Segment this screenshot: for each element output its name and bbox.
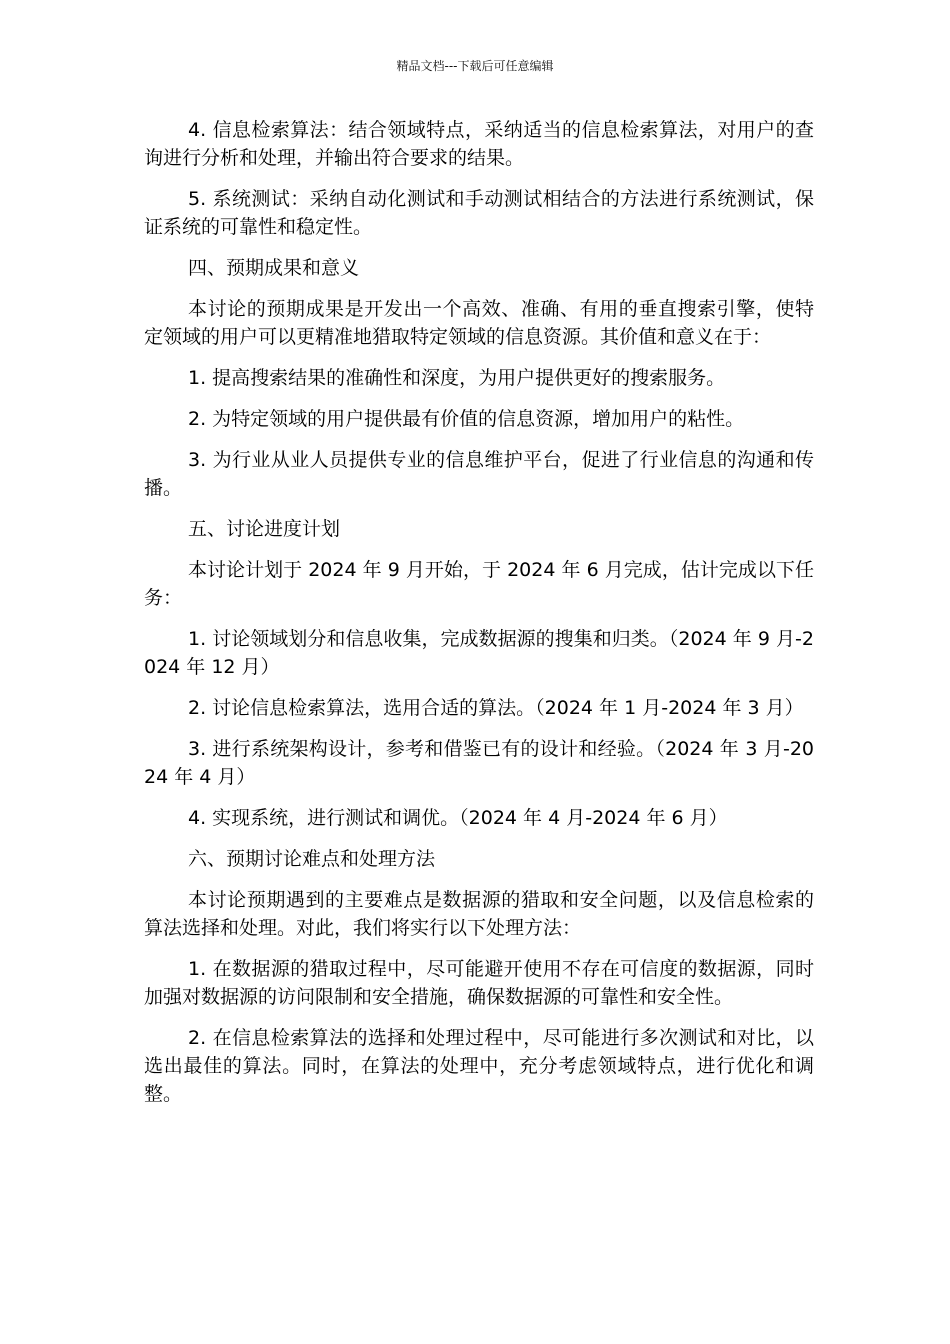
list-item-method-2: 2. 在信息检索算法的选择和处理过程中，尽可能进行多次测试和对比，以选出最佳的算法。同时，在算法的处理中，充分考虑领域特点，进行优化和调整。 [144,1027,814,1105]
list-item-value-2: 2. 为特定领域的用户提供最有价值的信息资源，增加用户的粘性。 [188,408,745,430]
list-item-schedule-4: 4. 实现系统，进行测试和调优。（2024 年 4 月-2024 年 6 月） [188,807,728,829]
list-item-schedule-2: 2. 讨论信息检索算法，选用合适的算法。（2024 年 1 月-2024 年 3 月） [188,697,804,719]
section-heading-expected-results: 四、预期成果和意义 [188,257,360,279]
paragraph-expected-results: 本讨论的预期成果是开发出一个高效、准确、有用的垂直搜索引擎，使特定领域的用户可以更精准地猎取特定领域的信息资源。其价值和意义在于： [144,298,814,348]
list-item-schedule-1: 1. 讨论领域划分和信息收集，完成数据源的搜集和归类。（2024 年 9 月-2024 年 12 月） [144,628,814,678]
section-heading-schedule: 五、讨论进度计划 [188,518,341,540]
list-item-schedule-3: 3. 进行系统架构设计，参考和借鉴已有的设计和经验。（2024 年 3 月-2024 年 4 月） [144,738,814,788]
list-item-value-3: 3. 为行业从业人员提供专业的信息维护平台，促进了行业信息的沟通和传播。 [144,449,814,499]
paragraph-retrieval-algorithm: 4. 信息检索算法：结合领域特点，采纳适当的信息检索算法，对用户的查询进行分析和处理，并输出符合要求的结果。 [144,119,814,169]
paragraph-schedule-intro: 本讨论计划于 2024 年 9 月开始，于 2024 年 6 月完成，估计完成以下任务： [144,559,814,609]
section-heading-difficulties: 六、预期讨论难点和处理方法 [188,848,436,870]
page-header: 精品文档---下载后可任意编辑 [396,59,554,73]
paragraph-system-testing: 5. 系统测试：采纳自动化测试和手动测试相结合的方法进行系统测试，保证系统的可靠性和稳定性。 [144,188,814,238]
list-item-value-1: 1. 提高搜索结果的准确性和深度，为用户提供更好的搜索服务。 [188,367,726,389]
list-item-method-1: 1. 在数据源的猎取过程中，尽可能避开使用不存在可信度的数据源，同时加强对数据源的访问限制和安全措施，确保数据源的可靠性和安全性。 [144,958,814,1008]
paragraph-difficulties-intro: 本讨论预期遇到的主要难点是数据源的猎取和安全问题，以及信息检索的算法选择和处理。对此，我们将实行以下处理方法： [144,889,814,939]
document-body [144,116,814,1121]
